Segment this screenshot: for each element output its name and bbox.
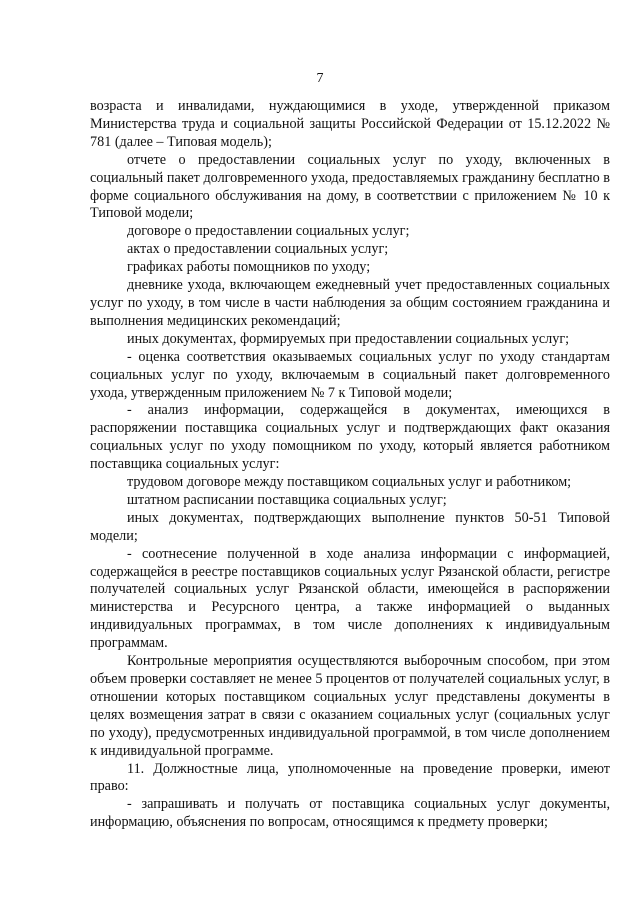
paragraph-contract-item: договоре о предоставлении социальных услуг; <box>127 223 410 240</box>
paragraph-registry-comparison: - соотнесение полученной в ходе анализа информации с информацией, содержащейся в реестре поставщиков социальных услуг Рязанской области, регистре получателей социальных услуг Рязанской области, имеющейся в распоряжении министерства и Ресурсного центра, а также информацией о выданных индивидуальных программах, в том числе дополнениях к индивидуальным программам. <box>90 545 610 652</box>
paragraph-standards-assessment: - оценка соответствия оказываемых социальных услуг по уходу стандартам социальных услуг по уходу, включаемым в социальный пакет долговременного ухода, утвержденным приложением № 7 к Типовой модели; <box>90 348 610 401</box>
paragraph-other-docs-item: иных документах, формируемых при предоставлении социальных услуг; <box>127 330 570 347</box>
paragraph-diary-item: дневнике ухода, включающем ежедневный учет предоставленных социальных услуг по уходу, в том числе в части наблюдения за общим состоянием гражданина и выполнения медицинских рекомендаций; <box>90 277 610 329</box>
paragraph-schedules-item: графиках работы помощников по уходу; <box>127 259 371 276</box>
paragraph-information-analysis: - анализ информации, содержащейся в документах, имеющихся в распоряжении поставщика социальных услуг и подтверждающих факт оказания социальных услуг по уходу помощником по уходу, который является работником поставщика социальных услуг: <box>90 402 610 473</box>
page-number: 7 <box>316 71 324 86</box>
paragraph-report-item: отчете о предоставлении социальных услуг по уходу, включенных в социальный пакет долговременного ухода, предоставляемых гражданину бесплатно в форме социального обслуживания на дому, в соответствии с приложением № 10 к Типовой модели; <box>90 151 610 222</box>
paragraph-staff-schedule-item: штатном расписании поставщика социальных услуг; <box>127 491 447 508</box>
document-body <box>90 98 610 832</box>
paragraph-other-confirming-docs-item: иных документах, подтверждающих выполнение пунктов 50-51 Типовой модели; <box>90 509 610 544</box>
paragraph-continuation: возраста и инвалидами, нуждающимися в уходе, утвержденной приказом Министерства труда и социальной защиты Российской Федерации от 15.12.2022 № 781 (далее – Типовая модель); <box>90 98 610 150</box>
paragraph-employment-contract-item: трудовом договоре между поставщиком социальных услуг и работником; <box>127 474 572 491</box>
paragraph-acts-item: актах о предоставлении социальных услуг; <box>127 241 389 258</box>
paragraph-control-measures: Контрольные мероприятия осуществляются выборочным способом, при этом объем проверки составляет не менее 5 процентов от получателей социальных услуг, в отношении которых поставщиком социальных услуг представлены документы в целях возмещения затрат в связи с оказанием социальных услуг (социальных услуг по уходу), предусмотренных индивидуальной программой, в том числе дополнением к индивидуальной программе. <box>90 653 610 759</box>
paragraph-section-11: 11. Должностные лица, уполномоченные на проведение проверки, имеют право: <box>90 760 610 795</box>
paragraph-request-right: - запрашивать и получать от поставщика социальных услуг документы, информацию, объяснения по вопросам, относящимся к предмету проверки; <box>90 796 610 831</box>
